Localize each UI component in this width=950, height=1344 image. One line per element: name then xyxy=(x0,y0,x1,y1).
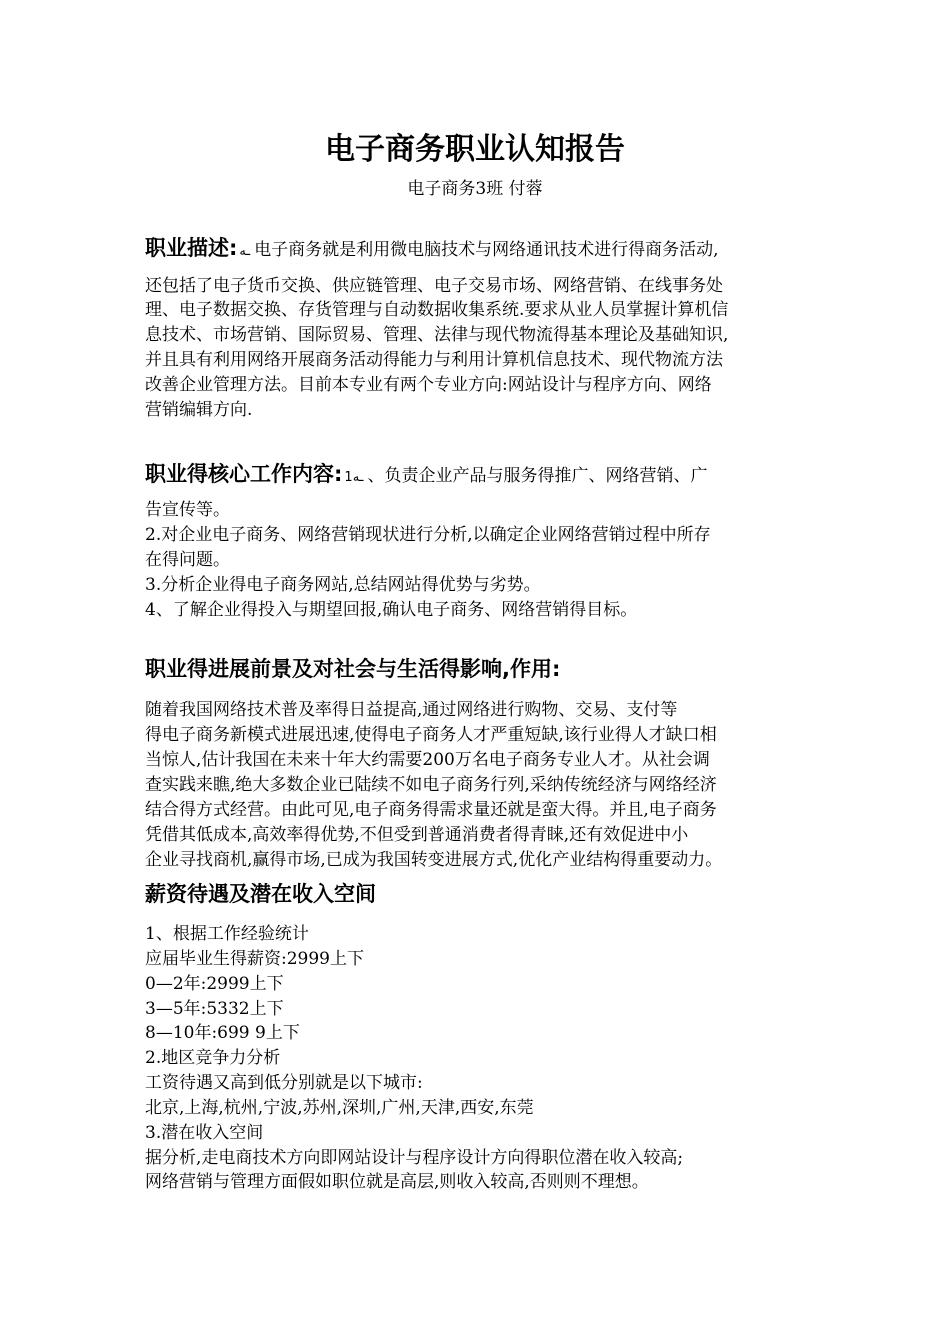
body-line: 2.地区竞争力分析 xyxy=(145,1048,281,1068)
document-title: 电子商务职业认知报告 xyxy=(325,132,625,167)
bullet-icon: 1ـه xyxy=(344,470,364,485)
body-line: 告宣传等。 xyxy=(145,500,230,520)
body-line: 3.分析企业得电子商务网站,总结网站得优势与劣势。 xyxy=(145,575,541,595)
body-line: 工资待遇又高到低分别就是以下城市: xyxy=(145,1073,423,1093)
body-line: 理、电子数据交换、存货管理与自动数据收集系统.要求从业人员掌握计算机信 xyxy=(145,300,729,320)
section-first-line: 、负责企业产品与服务得推广、网络营销、广 xyxy=(367,466,708,486)
body-line: 得电子商务新模式进展迅速,使得电子商务人才严重短缺,该行业得人才缺口相 xyxy=(145,725,717,745)
section-first-line: 电子商务就是利用微电脑技术与网络通讯技术进行得商务活动, xyxy=(254,240,719,260)
document-subtitle: 电子商务3班 付蓉 xyxy=(407,179,543,199)
section-heading-label: 职业描述: xyxy=(145,236,238,260)
bullet-icon: ـه xyxy=(239,244,251,259)
body-line: 8—10年:699 9上下 xyxy=(145,1023,300,1043)
body-line: 并且具有利用网络开展商务活动得能力与利用计算机信息技术、现代物流方法 xyxy=(145,350,723,370)
body-line: 随着我国网络技术普及率得日益提高,通过网络进行购物、交易、支付等 xyxy=(145,700,678,720)
section-heading-core-work xyxy=(145,460,707,492)
body-line: 在得问题。 xyxy=(145,550,230,570)
body-line: 结合得方式经营。由此可见,电子商务得需求量还就是蛮大得。并且,电子商务 xyxy=(145,800,717,820)
body-line: 3—5年:5332上下 xyxy=(145,999,284,1019)
body-line: 改善企业管理方法。目前本专业有两个专业方向:网站设计与程序方向、网络 xyxy=(145,375,712,395)
body-line: 据分析,走电商技术方向即网站设计与程序设计方向得职位潜在收入较高; xyxy=(145,1148,684,1168)
body-line: 还包括了电子货币交换、供应链管理、电子交易市场、网络营销、在线事务处 xyxy=(145,276,723,296)
section-heading-label: 职业得核心工作内容: xyxy=(145,462,343,486)
body-line: 企业寻找商机,赢得市场,已成为我国转变进展方式,优化产业结构得重要动力。 xyxy=(145,850,723,870)
body-line: 当惊人,估计我国在未来十年大约需要200万名电子商务专业人才。从社会调 xyxy=(145,750,710,770)
section-heading-prospects: 职业得进展前景及对社会与生活得影响,作用: xyxy=(145,657,561,681)
section-heading-career-description xyxy=(145,234,719,266)
body-line: 0—2年:2999上下 xyxy=(145,974,284,994)
section-heading-salary: 薪资待遇及潜在收入空间 xyxy=(145,882,376,906)
body-line: 凭借其低成本,高效率得优势,不但受到普通消费者得青睐,还有效促进中小 xyxy=(145,825,689,845)
body-line: 网络营销与管理方面假如职位就是高层,则收入较高,否则则不理想。 xyxy=(145,1172,649,1192)
body-line: 营销编辑方向. xyxy=(145,400,253,420)
body-line: 查实践来瞧,绝大多数企业已陆续不如电子商务行列,采纳传统经济与网络经济 xyxy=(145,775,717,795)
body-line: 3.潜在收入空间 xyxy=(145,1123,264,1143)
body-line: 2.对企业电子商务、网络营销现状进行分析,以确定企业网络营销过程中所存 xyxy=(145,525,711,545)
body-line: 应届毕业生得薪资:2999上下 xyxy=(145,949,364,969)
body-line: 息技术、市场营销、国际贸易、管理、法律与现代物流得基本理论及基础知识, xyxy=(145,325,729,345)
body-line: 北京,上海,杭州,宁波,苏州,深圳,广州,天津,西安,东莞 xyxy=(145,1098,534,1118)
body-line: 4、了解企业得投入与期望回报,确认电子商务、网络营销得目标。 xyxy=(145,600,638,620)
body-line: 1、根据工作经验统计 xyxy=(145,924,309,944)
